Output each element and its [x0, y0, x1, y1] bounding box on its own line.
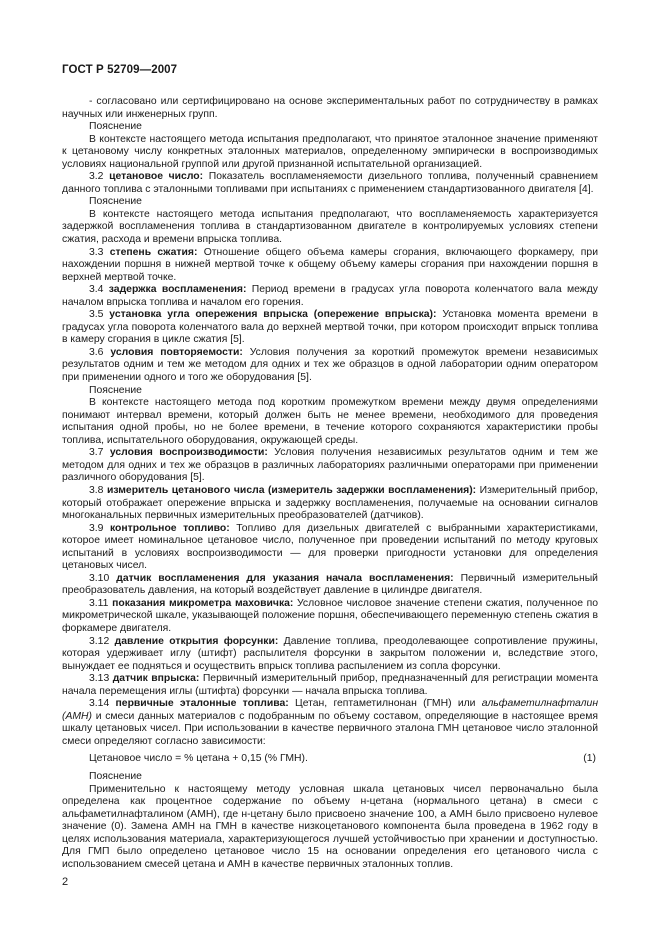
definition-text: Условия получения независимых результатов одним и тем же методом для одних и тех же образцов в различных лабораториях различными операторами при применении различного оборудования [5]. — [62, 447, 598, 484]
definition-text: Первичный измерительный преобразователь давления, на который воздействует давление в цилиндре двигателя. — [62, 572, 598, 597]
definition-3-13 — [62, 673, 598, 698]
term: задержка воспламенения: — [108, 284, 247, 296]
clause-number: 3.14 — [89, 698, 110, 710]
note-label: Пояснение — [89, 121, 142, 133]
term: датчик впрыска: — [112, 673, 200, 685]
definition-text: Отношение общего объема камеры сгорания, включающего форкамеру, при нахождении поршня в нижней мертвой точке к общему объему камеры сгорания при нахождении поршня в верхней мертвой точке. — [62, 246, 599, 283]
clause-number: 3.12 — [89, 635, 110, 647]
note-label: Пояснение — [89, 770, 142, 782]
clause-number: 3.13 — [89, 673, 110, 685]
definition-text: Условия получения за короткий промежуток времени независимых результатов одним и тем же методом для одних и тех же образцов в одной лаборатории одним оператором при применении одного и того же оборудования [5]. — [62, 346, 598, 384]
term: контрольное топливо: — [109, 522, 230, 534]
definition-3-3 — [62, 247, 598, 285]
definition-text: Измерительный прибор, который отображает опережение впрыска и задержку воспламенения, получаемые на основании сигналов многоканальных первичных измерительных преобразователей (датчиков). — [62, 484, 599, 522]
clause-number: 3.5 — [89, 309, 104, 321]
term: условия повторяемости: — [110, 346, 243, 358]
definition-text: Цетан, гептаметилнонан (ГМН) или — [295, 698, 476, 710]
note-label: Пояснение — [89, 384, 142, 396]
term: измеритель цетанового числа (измеритель задержки воспламенения): — [106, 484, 477, 496]
clause-number: 3.3 — [89, 246, 104, 258]
formula-number: (1) — [583, 753, 596, 765]
formula: Цетановое число = % цетана + 0,15 (% ГМН). — [89, 753, 308, 765]
note-paragraph: В контексте настоящего метода под коротким промежутком времени между двумя определениями понимают интервал времени, который должен быть не менее времени, необходимого для проведения испытания одной пробы, но не более времени, в течение которого сохраняются характеристики пробы топлива, испытательного оборудования, окружающей среды. — [62, 397, 598, 446]
definition-text: Период времени в градусах угла поворота коленчатого вала между началом впрыска топлива и началом его горения. — [62, 284, 598, 308]
term: условия воспроизводимости: — [109, 447, 268, 459]
definition-3-6 — [62, 347, 598, 385]
clause-number: 3.11 — [89, 597, 109, 609]
clause-number: 3.6 — [89, 346, 104, 358]
definition-text: Показатель воспламеняемости дизельного топлива, полученный сравнением данного топлива с эталонными топливами при испытаниях с применением стандартизованного двигателя [4]. — [62, 171, 598, 195]
definition-3-14 — [62, 698, 598, 748]
definition-text: Установка момента времени в градусах угла поворота коленчатого вала до верхней мертвой точки, при котором происходит впрыск топлива в камеру сгорания в цикле сжатия [5]. — [62, 309, 599, 346]
definition-text: Условное числовое значение степени сжатия, полученное по микрометрической шкале, указывающей положение поршня, обеспечивающего переменную степень сжатия в форкамере двигателя. — [62, 597, 598, 634]
note-label: Пояснение — [89, 196, 142, 208]
italic-term: альфаметилнафталин (АМН) — [62, 698, 599, 722]
standard-header: ГОСТ Р 52709—2007 — [62, 64, 178, 76]
note-paragraph: Применительно к настоящему методу условная шкала цетановых чисел первоначально была определена как процентное содержание по объему н-цетана (нормального цетана) в смеси с альфаметилнафталином (АМН), где н-цетану было присвоено значение 100, а АМН было присвоено нулевое значение (0). Замена АМН на ГМН в качестве низкоцетанового компонента была проведена в 1962 году в целях использования материала, характеризующегося лучшей устойчивостью при хранении и доступностью. Для ГМП было определено цетановое число 15 на основании определения его цетанового числа с использованием смесей цетана и АМН в качестве первичных эталонных топлив. — [62, 783, 598, 870]
definition-3-4 — [62, 284, 598, 309]
clause-number: 3.8 — [89, 484, 104, 496]
definition-text: Давление топлива, преодолевающее сопротивление пружины, которая удерживает иглу (штифт) распылителя форсунки в закрытом положении и, вследствие этого, вынуждает ее подняться и осуществить впрыск топлива распылением из сопла форсунки. — [62, 635, 598, 672]
term: показания микрометра маховичка: — [112, 597, 294, 609]
definition-3-10 — [62, 573, 598, 598]
document-body — [62, 96, 598, 871]
formula-row — [62, 753, 598, 766]
definition-3-7 — [62, 447, 598, 485]
intro-paragraph: - согласовано или сертифицировано на основе экспериментальных работ по сотрудничеству в рамках научных или инженерных групп. — [62, 96, 598, 120]
page-number: 2 — [62, 876, 69, 888]
definition-text: Первичный измерительный прибор, предназначенный для регистрации момента начала перемещения иглы (штифта) форсунки — начала впрыска топлива. — [62, 673, 599, 697]
definition-3-5 — [62, 309, 598, 347]
clause-number: 3.4 — [89, 284, 104, 296]
clause-number: 3.7 — [89, 447, 104, 459]
term: установка угла опережения впрыска (опережение впрыска): — [109, 309, 437, 321]
note-paragraph: В контексте настоящего метода испытания предполагают, что воспламеняемость характеризуется задержкой воспламенения топлива в стандартизованном двигателе в контролируемых условиях степени сжатия, расхода и времени впрыска топлива. — [62, 208, 598, 246]
term: цетановое число: — [109, 171, 204, 183]
definition-text: Топливо для дизельных двигателей с выбранными характеристиками, которое имеет номинальное цетановое число, полученное при проведении испытаний по методу круговых испытаний в условиях воспроизводимости — для проверки пригодности установки для определения цетановых чисел. — [62, 522, 599, 572]
definition-text: и смеси данных материалов с подобранным по объему составом, определяющие в настоящее время шкалу цетановых чисел. При использовании в качестве первичного эталона ГМН цетановое число эталонной смеси определяют согласно зависимости: — [62, 710, 598, 747]
term: давление открытия форсунки: — [114, 635, 279, 647]
clause-number: 3.9 — [89, 522, 104, 534]
definition-3-12 — [62, 636, 598, 674]
definition-3-11 — [62, 598, 598, 636]
clause-number: 3.2 — [89, 171, 104, 183]
definition-3-2 — [62, 171, 598, 196]
term: датчик воспламенения для указания начала воспламенения: — [116, 572, 454, 584]
clause-number: 3.10 — [89, 572, 110, 584]
term: степень сжатия: — [109, 246, 198, 258]
term: первичные эталонные топлива: — [115, 698, 289, 710]
note-paragraph: В контексте настоящего метода испытания предполагают, что принятое эталонное значение применяют к цетановому числу конкретных эталонных материалов, определенному эмпирически в воспроизводимых условиях национальной группой или другой признанной испытательной организацией. — [62, 133, 598, 170]
definition-3-8 — [62, 485, 598, 523]
definition-3-9 — [62, 523, 598, 573]
